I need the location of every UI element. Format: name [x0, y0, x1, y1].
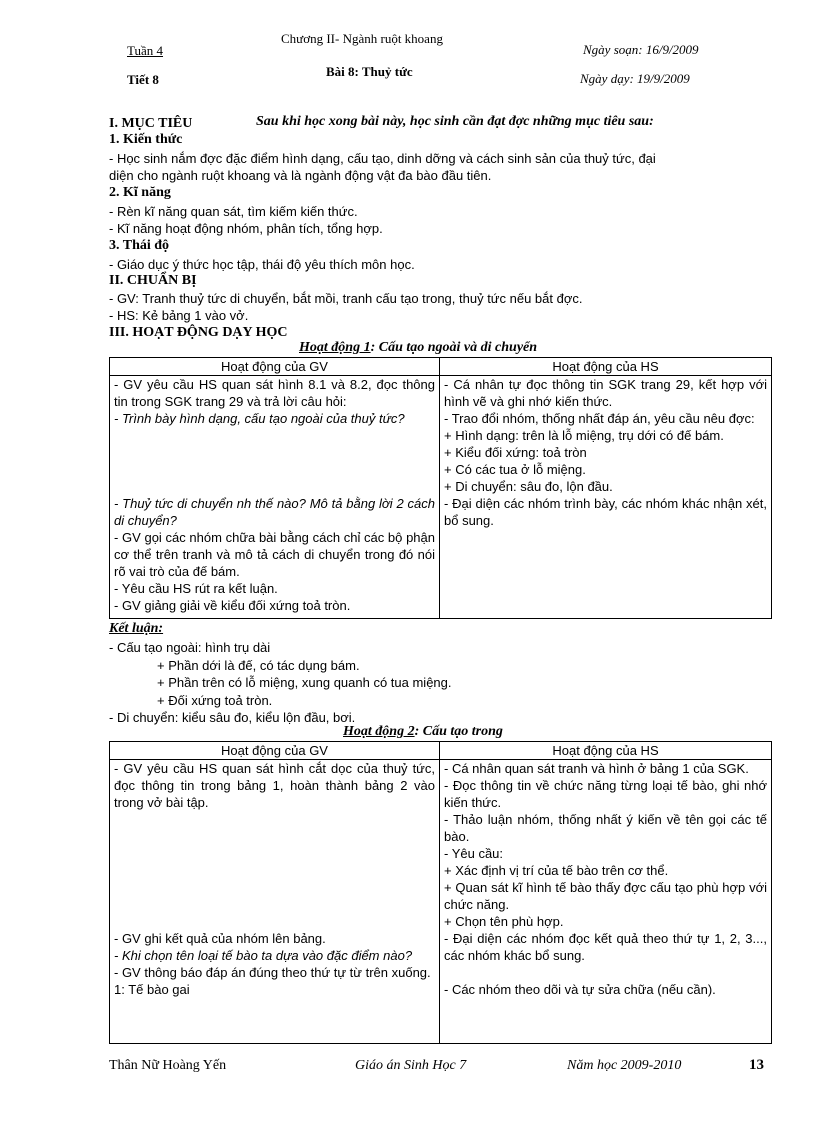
hs-line: - Yêu cầu: [444, 846, 504, 861]
gv-line: - GV gọi các nhóm chữa bài bằng cách chỉ các bộ phận cơ thể trên tranh và mô tả cách di chuyển trong đó nói rõ vai trò của đế bám. [114, 530, 435, 579]
teach-date: Ngày dạy: 19/9/2009 [580, 71, 690, 86]
skills-line: - Rèn kĩ năng quan sát, tìm kiếm kiến thức. [109, 204, 358, 219]
conclusion-line: + Phần dới là đế, có tác dụng bám. [157, 657, 360, 673]
hs-line: - Đại diện các nhóm trình bày, các nhóm khác nhận xét, bổ sung. [444, 496, 767, 528]
preparation-text [109, 290, 769, 324]
footer-subject: Giáo án Sinh Học 7 [355, 1058, 467, 1073]
week-label: Tuần 4 [127, 43, 164, 58]
gv-line: - GV yêu cầu HS quan sát hình 8.1 và 8.2, đọc thông tin trong SGK trang 29 và trả lời câu hỏi: [114, 377, 435, 409]
activity2-hs-cell [440, 760, 772, 1044]
gv-line: - GV ghi kết quả của nhóm lên bảng. [114, 931, 326, 946]
activity2-table [109, 741, 772, 1044]
hs-line: - Thảo luận nhóm, thống nhất ý kiến về tên gọi các tế bào. [444, 812, 767, 844]
objectives-intro: Sau khi học xong bài này, học sinh cần đạt đợc những mục tiêu sau: [256, 114, 654, 129]
gv-line: 1: Tế bào gai [114, 982, 190, 997]
chapter-title: Chương II- Ngành ruột khoang [281, 31, 443, 46]
conclusion-line: - Cấu tạo ngoài: hình trụ dài [109, 640, 271, 655]
hs-line: + Có các tua ở lỗ miệng. [444, 462, 586, 477]
skills-text [109, 203, 769, 237]
knowledge-heading: 1. Kiến thức [109, 132, 183, 147]
attitude-line: - Giáo dục ý thức học tập, thái độ yêu thích môn học. [109, 257, 415, 272]
page-number: 13 [749, 1057, 764, 1073]
hs-line: - Đọc thông tin về chức năng từng loại tế bào, ghi nhớ kiến thức. [444, 778, 767, 810]
attitude-heading: 3. Thái độ [109, 238, 170, 253]
preparation-line: - HS: Kẻ bảng 1 vào vở. [109, 308, 249, 323]
prepared-date: Ngày soạn: 16/9/2009 [583, 42, 699, 57]
activity1-label: Hoạt động 1 [299, 340, 371, 355]
objectives-heading: I. MỤC TIÊU [109, 116, 193, 131]
preparation-line: - GV: Tranh thuỷ tức di chuyển, bắt mồi, tranh cấu tạo trong, thuỷ tức nếu bắt đợc. [109, 291, 583, 306]
activity1-col-hs: Hoạt động của HS [440, 358, 772, 376]
activity1-table [109, 357, 772, 619]
gv-question: - Thuỷ tức di chuyển nh thế nào? Mô tả bằng lời 2 cách di chuyển? [114, 496, 435, 528]
hs-line: + Hình dạng: trên là lỗ miệng, trụ dới có đế bám. [444, 428, 724, 443]
hs-line: - Cá nhân quan sát tranh và hình ở bảng 1 của SGK. [444, 761, 749, 776]
conclusion-line: + Đối xứng toả tròn. [157, 692, 273, 708]
activity2-col-hs: Hoạt động của HS [440, 742, 772, 760]
hs-line: - Trao đổi nhóm, thống nhất đáp án, yêu cầu nêu đợc: [444, 411, 755, 426]
conclusion-text [109, 639, 769, 727]
hs-line: + Quan sát kĩ hình tế bào thấy đợc cấu tạo phù hợp với chức năng. [444, 880, 767, 912]
attitude-text [109, 256, 769, 273]
gv-line: - GV thông báo đáp án đúng theo thứ tự từ trên xuống. [114, 965, 431, 980]
activity1-hs-cell [440, 376, 772, 619]
period-label: Tiết 8 [127, 72, 159, 87]
lesson-title: Bài 8: Thuỷ tức [326, 64, 413, 79]
footer-author: Thân Nữ Hoàng Yến [109, 1058, 227, 1073]
activity2-gv-cell [110, 760, 440, 1044]
hs-line: + Di chuyển: sâu đo, lộn đầu. [444, 479, 613, 494]
activities-heading: III. HOẠT ĐỘNG DẠY HỌC [109, 325, 288, 340]
hs-line: - Cá nhân tự đọc thông tin SGK trang 29, kết hợp với hình vẽ và ghi nhớ kiến thức. [444, 377, 767, 409]
hs-line: + Chọn tên phù hợp. [444, 914, 564, 929]
footer-year: Năm học 2009-2010 [567, 1058, 682, 1073]
hs-line: - Các nhóm theo dõi và tự sửa chữa (nếu cần). [444, 982, 716, 997]
activity1-title [299, 340, 537, 356]
skills-line: - Kĩ năng hoạt động nhóm, phân tích, tổng hợp. [109, 221, 383, 236]
gv-line: - GV giảng giải về kiểu đối xứng toả tròn. [114, 598, 351, 613]
conclusion-heading: Kết luận: [109, 621, 164, 636]
hs-line: - Đại diện các nhóm đọc kết quả theo thứ tự 1, 2, 3..., các nhóm khác bổ sung. [444, 931, 767, 963]
activity2-subtitle: : Cấu tạo trong [414, 724, 503, 739]
preparation-heading: II. CHUẨN BỊ [109, 273, 197, 288]
conclusion-line: - Di chuyển: kiểu sâu đo, kiểu lộn đầu, bơi. [109, 710, 356, 725]
activity2-col-gv: Hoạt động của GV [110, 742, 440, 760]
activity2-title [343, 724, 503, 740]
hs-line: + Xác định vị trí của tế bào trên cơ thể. [444, 863, 669, 878]
skills-heading: 2. Kĩ năng [109, 185, 171, 200]
gv-question: - Khi chọn tên loại tế bào ta dựa vào đặc điểm nào? [114, 948, 413, 963]
knowledge-line: diện cho ngành ruột khoang và là ngành động vật đa bào đầu tiên. [109, 168, 492, 183]
knowledge-line: - Học sinh nắm đợc đặc điểm hình dạng, cấu tạo, dinh dỡng và cách sinh sản của thuỷ tức, đại [109, 151, 656, 166]
activity1-subtitle: : Cấu tạo ngoài và di chuyển [370, 340, 538, 355]
activity1-col-gv: Hoạt động của GV [110, 358, 440, 376]
conclusion-line: + Phần trên có lỗ miệng, xung quanh có tua miệng. [157, 675, 452, 690]
activity2-label: Hoạt động 2 [343, 724, 415, 739]
gv-question: - Trình bày hình dạng, cấu tạo ngoài của thuỷ tức? [114, 411, 405, 426]
gv-line: - GV yêu cầu HS quan sát hình cắt dọc của thuỷ tức, đọc thông tin trong bảng 1, hoàn thành bảng 2 vào trong vở bài tập. [114, 761, 435, 810]
activity1-gv-cell [110, 376, 440, 619]
gv-line: - Yêu cầu HS rút ra kết luận. [114, 581, 278, 596]
hs-line: + Kiểu đối xứng: toả tròn [444, 445, 587, 460]
knowledge-text [109, 150, 769, 184]
